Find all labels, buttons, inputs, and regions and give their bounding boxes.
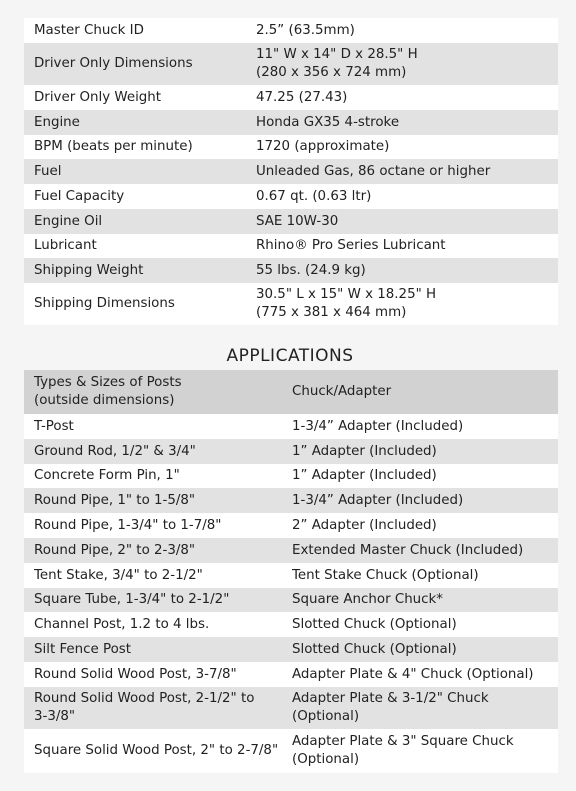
spec-row <box>24 135 558 159</box>
post-cell: Square Tube, 1-3/4" to 2-1/2" <box>34 592 230 607</box>
table-row <box>24 588 558 612</box>
spec-value: Unleaded Gas, 86 octane or higher <box>256 163 491 179</box>
table-row <box>24 729 558 773</box>
post-cell: T-Post <box>34 418 74 434</box>
table-header-row <box>24 370 558 414</box>
post-cell: Ground Rod, 1/2" & 3/4" <box>34 443 196 459</box>
table-row <box>24 637 558 662</box>
post-cell: Tent Stake, 3/4" to 2-1/2" <box>34 567 203 583</box>
chuck-cell: 2” Adapter (Included) <box>292 517 437 533</box>
spec-label: Engine Oil <box>34 213 103 229</box>
column-header-chuck: Chuck/Adapter <box>292 384 392 399</box>
spec-row <box>24 258 558 283</box>
chuck-cell: Tent Stake Chuck (Optional) <box>292 567 479 583</box>
spec-value: 47.25 (27.43) <box>256 89 348 105</box>
spec-value: 11" W x 14" D x 28.5" H (280 x 356 x 724 mm) <box>256 47 418 80</box>
applications-heading: APPLICATIONS <box>226 346 354 366</box>
chuck-cell: 1” Adapter (Included) <box>292 443 437 459</box>
table-row <box>24 414 558 439</box>
spec-label: Driver Only Dimensions <box>34 56 193 71</box>
chuck-cell: 1-3/4” Adapter (Included) <box>292 418 464 434</box>
spec-value: 30.5" L x 15" W x 18.25" H (775 x 381 x 464 mm) <box>256 287 437 320</box>
post-cell: Round Pipe, 1" to 1-5/8" <box>34 492 196 508</box>
post-cell: Round Solid Wood Post, 3-7/8" <box>34 666 237 682</box>
column-header-posts: Types & Sizes of Posts (outside dimensions) <box>34 375 182 408</box>
spec-label: Lubricant <box>34 238 97 253</box>
post-cell: Channel Post, 1.2 to 4 lbs. <box>34 616 210 632</box>
table-row <box>24 538 558 563</box>
spec-label: Shipping Weight <box>34 262 144 278</box>
table-row <box>24 513 558 538</box>
spec-label: Master Chuck ID <box>34 22 144 38</box>
chuck-cell: Slotted Chuck (Optional) <box>292 616 457 632</box>
specifications-table <box>24 18 558 325</box>
spec-value: 2.5” (63.5mm) <box>256 22 355 38</box>
table-row <box>24 612 558 637</box>
spec-value: Rhino® Pro Series Lubricant <box>256 238 446 253</box>
chuck-cell: Adapter Plate & 3" Square Chuck (Optional) <box>292 734 514 767</box>
post-cell: Round Pipe, 1-3/4" to 1-7/8" <box>34 517 222 533</box>
spec-label: Engine <box>34 114 80 130</box>
spec-row <box>24 85 558 110</box>
spec-value: 55 lbs. (24.9 kg) <box>256 262 366 278</box>
chuck-cell: Extended Master Chuck (Included) <box>292 542 524 558</box>
spec-row <box>24 18 558 43</box>
table-row <box>24 563 558 588</box>
spec-value: 0.67 qt. (0.63 ltr) <box>256 188 372 204</box>
table-row <box>24 464 558 488</box>
table-row <box>24 687 558 729</box>
spec-row <box>24 184 558 209</box>
spec-row <box>24 159 558 184</box>
post-cell: Concrete Form Pin, 1" <box>34 468 180 483</box>
spec-value: Honda GX35 4-stroke <box>256 114 400 130</box>
chuck-cell: Adapter Plate & 4" Chuck (Optional) <box>292 666 534 682</box>
spec-row <box>24 283 558 325</box>
spec-value: 1720 (approximate) <box>256 139 390 154</box>
chuck-cell: Adapter Plate & 3-1/2" Chuck (Optional) <box>292 691 489 724</box>
post-cell: Round Pipe, 2" to 2-3/8" <box>34 542 196 558</box>
applications-table <box>24 370 558 773</box>
chuck-cell: 1” Adapter (Included) <box>292 468 437 483</box>
spec-label: Shipping Dimensions <box>34 296 175 311</box>
spec-label: Fuel <box>34 163 62 179</box>
post-cell: Silt Fence Post <box>34 641 132 657</box>
spec-row <box>24 110 558 135</box>
chuck-cell: Slotted Chuck (Optional) <box>292 641 457 657</box>
spec-label: Fuel Capacity <box>34 188 125 204</box>
spec-value: SAE 10W-30 <box>256 213 339 229</box>
spec-row <box>24 234 558 258</box>
chuck-cell: Square Anchor Chuck* <box>292 592 443 607</box>
spec-row <box>24 209 558 234</box>
post-cell: Square Solid Wood Post, 2" to 2-7/8" <box>34 743 279 758</box>
table-row <box>24 662 558 687</box>
spec-label: Driver Only Weight <box>34 89 162 105</box>
spec-row <box>24 43 558 85</box>
table-row <box>24 439 558 464</box>
chuck-cell: 1-3/4” Adapter (Included) <box>292 492 464 508</box>
spec-label: BPM (beats per minute) <box>34 139 193 154</box>
table-row <box>24 488 558 513</box>
post-cell: Round Solid Wood Post, 2-1/2" to 3-3/8" <box>34 691 255 724</box>
